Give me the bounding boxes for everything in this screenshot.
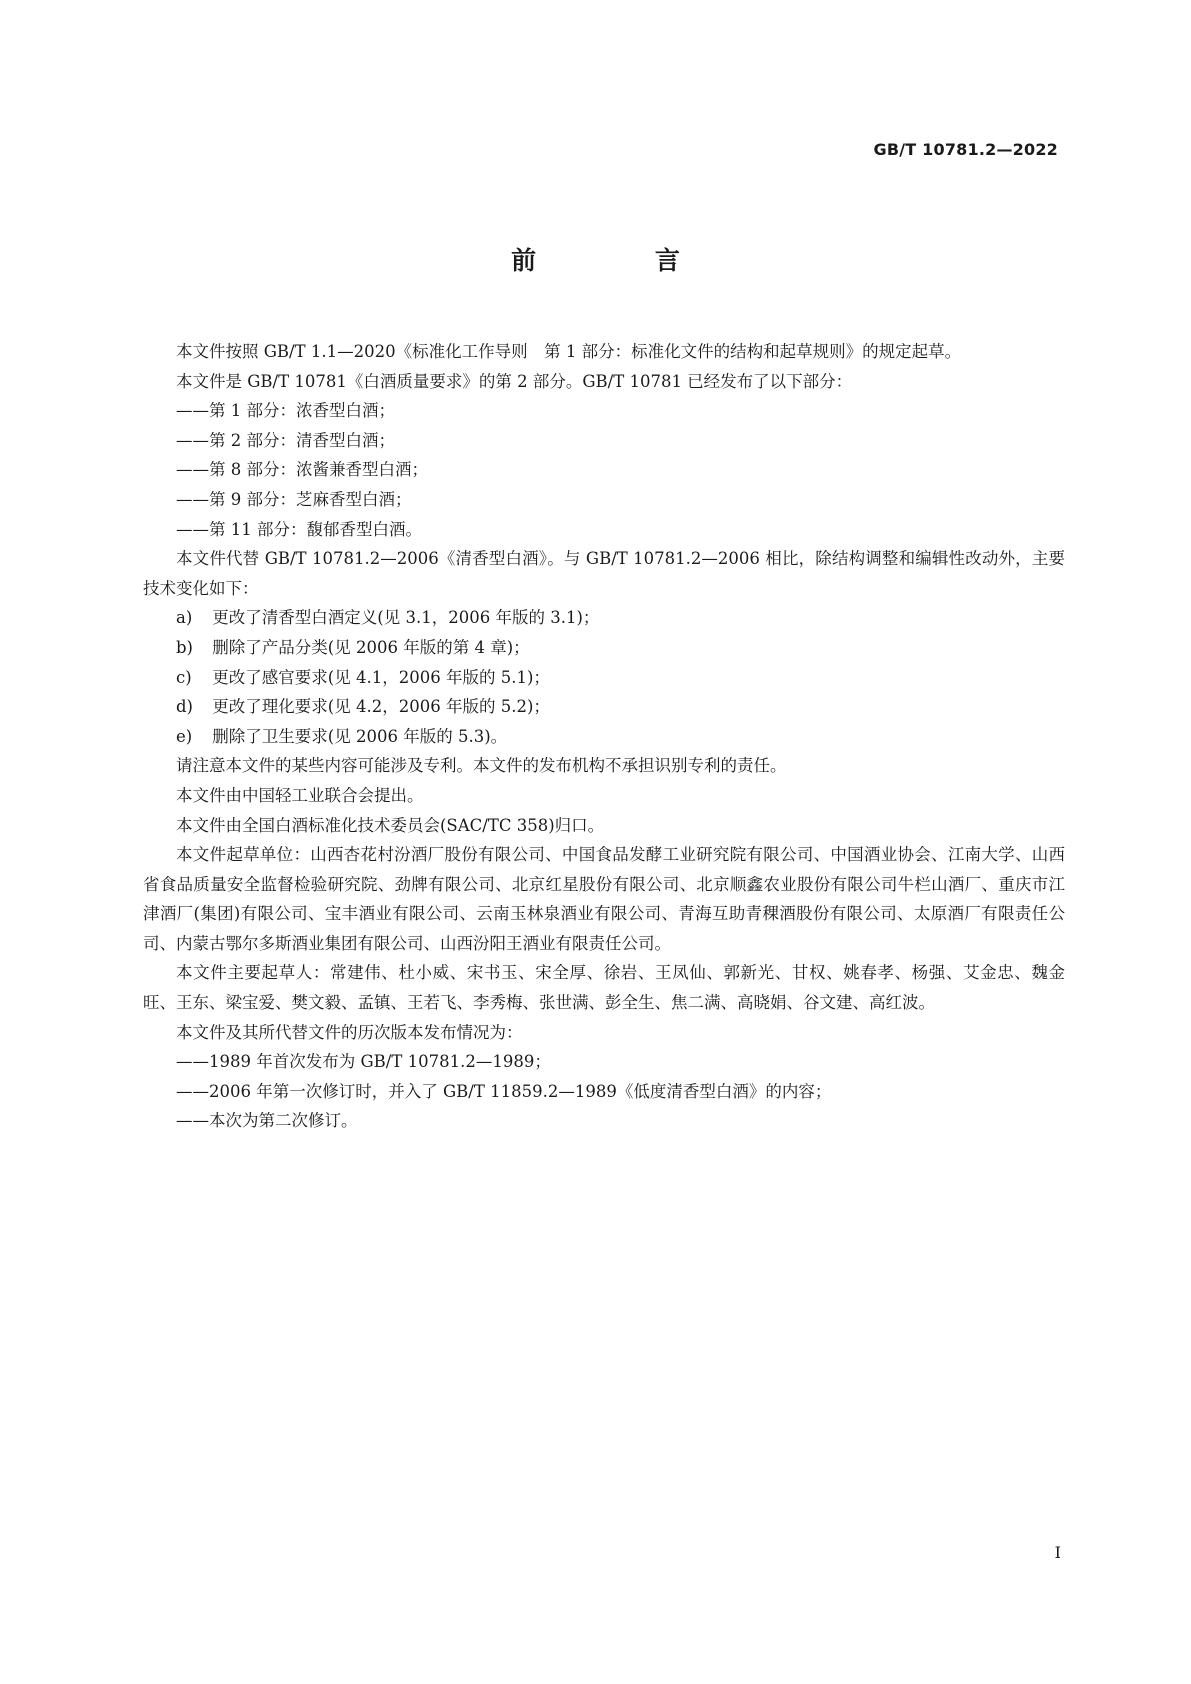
change-item-text: 更改了感官要求(见 4.1，2006 年版的 5.1)；	[212, 667, 550, 687]
paragraph-patent-notice: 请注意本文件的某些内容可能涉及专利。本文件的发布机构不承担识别专利的责任。	[176, 756, 787, 776]
change-item-text: 删除了产品分类(见 2006 年版的第 4 章)；	[212, 637, 530, 657]
paragraph-proposer: 本文件由中国轻工业联合会提出。	[176, 785, 424, 805]
list-item: ——第 9 部分：芝麻香型白酒；	[176, 489, 412, 509]
foreword-body	[143, 337, 1065, 1136]
page-number: I	[1054, 1543, 1061, 1562]
paragraph-drafting-units: 本文件起草单位：山西杏花村汾酒厂股份有限公司、中国食品发酵工业研究院有限公司、中国酒业协会、江南大学、山西省食品质量安全监督检验研究院、劲牌有限公司、北京红星股份有限公司、北京顺鑫农业股份有限公司牛栏山酒厂、重庆市江津酒厂(集团)有限公司、宝丰酒业有限公司、云南玉林泉酒业有限公司、青海互助青稞酒股份有限公司、太原酒厂有限责任公司、内蒙古鄂尔多斯酒业集团有限公司、山西汾阳王酒业有限责任公司。	[143, 845, 1065, 953]
paragraph-series-intro: 本文件是 GB/T 10781《白酒质量要求》的第 2 部分。GB/T 10781 已经发布了以下部分：	[176, 371, 853, 391]
list-item: ——本次为第二次修订。	[176, 1111, 358, 1131]
change-item-letter: d)	[176, 697, 193, 717]
change-item-text: 更改了清香型白酒定义(见 3.1，2006 年版的 3.1)；	[212, 608, 600, 628]
change-item	[143, 722, 1065, 752]
change-item-letter: a)	[176, 608, 193, 628]
list-item: ——2006 年第一次修订时，并入了 GB/T 11859.2—1989《低度清香型白酒》的内容；	[176, 1081, 832, 1101]
change-item	[143, 633, 1065, 663]
change-item	[143, 692, 1065, 722]
page-title: 前 言	[511, 246, 735, 275]
paragraph-drafters: 本文件主要起草人：常建伟、杜小威、宋书玉、宋全厚、徐岩、王凤仙、郭新光、甘权、姚春孝、杨强、艾金忠、魏金旺、王东、梁宝爱、樊文毅、孟镇、王若飞、李秀梅、张世满、彭全生、焦二满、高晓娟、谷文建、高红波。	[143, 963, 1065, 1013]
paragraph-committee: 本文件由全国白酒标准化技术委员会(SAC/TC 358)归口。	[176, 815, 605, 835]
change-item	[143, 663, 1065, 693]
paragraph-drafting-basis: 本文件按照 GB/T 1.1—2020《标准化工作导则 第 1 部分：标准化文件的结构和起草规则》的规定起草。	[176, 342, 962, 361]
change-item-letter: e)	[176, 726, 193, 746]
list-item: ——第 1 部分：浓香型白酒；	[176, 401, 395, 421]
paragraph-replacement: 本文件代替 GB/T 10781.2—2006《清香型白酒》。与 GB/T 10781.2—2006 相比，除结构调整和编辑性改动外，主要技术变化如下：	[143, 549, 1065, 598]
document-code: GB/T 10781.2—2022	[873, 140, 1058, 159]
change-item-text: 更改了理化要求(见 4.2，2006 年版的 5.2)；	[212, 697, 550, 717]
change-item-letter: c)	[176, 667, 192, 687]
list-item: ——第 8 部分：浓酱兼香型白酒；	[176, 460, 428, 480]
list-item: ——第 11 部分：馥郁香型白酒。	[176, 519, 422, 539]
list-item: ——第 2 部分：清香型白酒；	[176, 430, 395, 450]
change-item	[143, 603, 1065, 633]
paragraph-history-intro: 本文件及其所代替文件的历次版本发布情况为：	[176, 1022, 523, 1042]
list-item: ——1989 年首次发布为 GB/T 10781.2—1989；	[176, 1052, 551, 1072]
change-item-letter: b)	[176, 637, 193, 657]
change-item-text: 删除了卫生要求(见 2006 年版的 5.3)。	[212, 726, 508, 746]
